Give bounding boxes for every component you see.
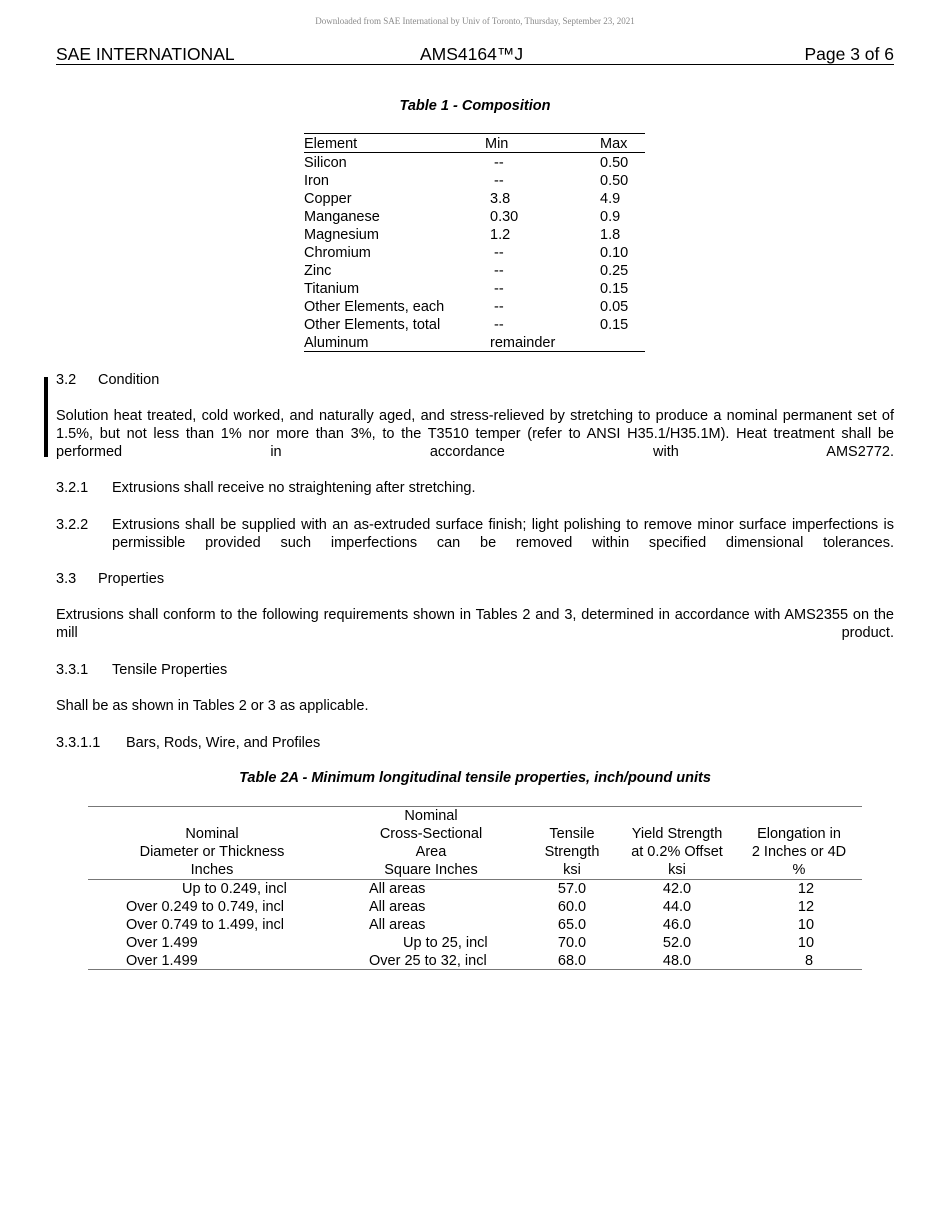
- table1-cell: 4.9: [600, 191, 621, 207]
- table2a-header-cell: Inches: [190, 862, 234, 878]
- table1-header-max: Max: [600, 136, 628, 152]
- table1-cell: 0.9: [600, 209, 621, 225]
- table1-cell: --: [494, 317, 504, 333]
- table2a-header-cell: ksi: [668, 862, 686, 878]
- table2a-cell: 46.0: [662, 917, 692, 933]
- table2a-header-cell: 2 Inches or 4D: [751, 844, 847, 860]
- table2a-header-cell: Strength: [544, 844, 600, 860]
- table2a-header-cell: Square Inches: [384, 862, 478, 878]
- table1-cell: 0.10: [600, 245, 629, 261]
- table1-cell: --: [494, 245, 504, 261]
- table1-cell: Zinc: [304, 263, 332, 279]
- download-watermark: Downloaded from SAE International by Univ of Toronto, Thursday, September 23, 2021: [315, 16, 635, 26]
- table2a-header-cell: Diameter or Thickness: [139, 844, 285, 860]
- section-3-2-2-number: 3.2.2: [56, 517, 89, 533]
- table2a-header-cell: ksi: [563, 862, 581, 878]
- section-3-3-1-number: 3.3.1: [56, 662, 89, 678]
- table2a-cell: 57.0: [557, 881, 587, 897]
- header-organization: SAE INTERNATIONAL: [56, 44, 235, 64]
- table1-cell: --: [494, 299, 504, 315]
- table2a-header-cell: Cross-Sectional: [379, 826, 483, 842]
- table2a-cell: Up to 0.249, incl: [182, 881, 287, 897]
- table2a-header-cell: Nominal: [404, 808, 458, 824]
- table2a-cell: 52.0: [662, 935, 692, 951]
- table1-cell: 0.30: [490, 209, 519, 225]
- section-3-2-title: Condition: [98, 372, 160, 388]
- table2a-cell: 10: [797, 917, 815, 933]
- table2a-cell: Over 1.499: [126, 935, 198, 951]
- table2a-header-cell: Tensile: [549, 826, 595, 842]
- section-3-2-2-text: Extrusions shall be supplied with an as-extruded surface finish; light polishing to remove minor surface imperfections is permissible provided such imperfections can be removed within specified dimensional tolerances.: [112, 517, 894, 551]
- table1-caption: Table 1 - Composition: [399, 98, 551, 114]
- table1-cell: Other Elements, each: [304, 299, 445, 315]
- table2a-cell: 44.0: [662, 899, 692, 915]
- table1-cell: Manganese: [304, 209, 380, 225]
- table2a-header-cell: %: [792, 862, 806, 878]
- table2a-cell: 60.0: [557, 899, 587, 915]
- table2a-cell: Over 25 to 32, incl: [369, 953, 487, 969]
- table1-cell: 0.25: [600, 263, 629, 279]
- table2a-header-cell: at 0.2% Offset: [631, 844, 723, 860]
- table1-cell: Silicon: [304, 155, 347, 171]
- table1-cell: remainder: [490, 335, 556, 351]
- table2a-caption: Table 2A - Minimum longitudinal tensile properties, inch/pound units: [239, 770, 711, 786]
- table1-cell: --: [494, 155, 504, 171]
- table1-cell: Titanium: [304, 281, 360, 297]
- table2a-cell: Over 0.249 to 0.749, incl: [126, 899, 284, 915]
- table1-cell: 0.50: [600, 155, 629, 171]
- table2a-cell: 12: [797, 881, 815, 897]
- table1-header-element: Element: [304, 136, 358, 152]
- table2a-cell: 48.0: [662, 953, 692, 969]
- table2a-cell: 42.0: [662, 881, 692, 897]
- table2a-cell: 10: [797, 935, 815, 951]
- table1-cell: 1.2: [490, 227, 511, 243]
- table2a-cell: 65.0: [557, 917, 587, 933]
- table1-cell: --: [494, 263, 504, 279]
- table1-cell: Copper: [304, 191, 352, 207]
- table1-cell: 0.05: [600, 299, 629, 315]
- table1-cell: 0.15: [600, 317, 629, 333]
- section-3-3-1-1-number: 3.3.1.1: [56, 735, 101, 751]
- table2a-cell: 68.0: [557, 953, 587, 969]
- table1-cell: Magnesium: [304, 227, 379, 243]
- table1-cell: --: [494, 281, 504, 297]
- section-3-3-1-title: Tensile Properties: [112, 662, 228, 678]
- table2a-cell: Over 0.749 to 1.499, incl: [126, 917, 284, 933]
- table2a-bottom-rule: [88, 969, 862, 970]
- table1-cell: Iron: [304, 173, 329, 189]
- table1-cell: Aluminum: [304, 335, 369, 351]
- section-3-3-1-1-title: Bars, Rods, Wire, and Profiles: [126, 735, 321, 751]
- table2a-cell: All areas: [369, 899, 426, 915]
- table2a-cell: All areas: [369, 881, 426, 897]
- section-3-3-number: 3.3: [56, 571, 77, 587]
- table2a-header-cell: Area: [415, 844, 447, 860]
- section-3-2-1-text: Extrusions shall receive no straightening after stretching.: [112, 480, 476, 496]
- table1-cell: 1.8: [600, 227, 621, 243]
- table1-cell: Other Elements, total: [304, 317, 441, 333]
- section-3-3-1-paragraph: Shall be as shown in Tables 2 or 3 as applicable.: [56, 698, 369, 714]
- table2a-header-cell: Elongation in: [757, 826, 841, 842]
- table2a-header-cell: Nominal: [185, 826, 239, 842]
- table2a-cell: 12: [797, 899, 815, 915]
- table1-cell: 3.8: [490, 191, 511, 207]
- table1-cell: --: [494, 173, 504, 189]
- table1-cell: 0.50: [600, 173, 629, 189]
- table1-header-min: Min: [485, 136, 509, 152]
- table2a-cell: Up to 25, incl: [403, 935, 488, 951]
- table1-cell: 0.15: [600, 281, 629, 297]
- section-3-2-1-number: 3.2.1: [56, 480, 89, 496]
- section-3-2-number: 3.2: [56, 372, 77, 388]
- section-3-3-title: Properties: [98, 571, 165, 587]
- table2a-cell: 8: [804, 953, 814, 969]
- header-document-number: AMS4164™J: [420, 44, 524, 64]
- table1-cell: Chromium: [304, 245, 371, 261]
- section-3-2-paragraph: Solution heat treated, cold worked, and naturally aged, and stress-relieved by stretching to produce a nominal permanent set of 1.5%, but not less than 1% nor more than 3%, to the T3510 temper (refer to ANSI H35.1/H35.1M). Heat treatment shall be performed in accordance with AMS2772.: [56, 408, 894, 460]
- header-page-number: Page 3 of 6: [804, 44, 894, 64]
- section-3-3-paragraph: Extrusions shall conform to the following requirements shown in Tables 2 and 3, determined in accordance with AMS2355 on the mill product.: [56, 607, 894, 641]
- table2a-cell: All areas: [369, 917, 426, 933]
- table2a-cell: 70.0: [557, 935, 587, 951]
- table2a-header-cell: Yield Strength: [631, 826, 723, 842]
- table2a-cell: Over 1.499: [126, 953, 198, 969]
